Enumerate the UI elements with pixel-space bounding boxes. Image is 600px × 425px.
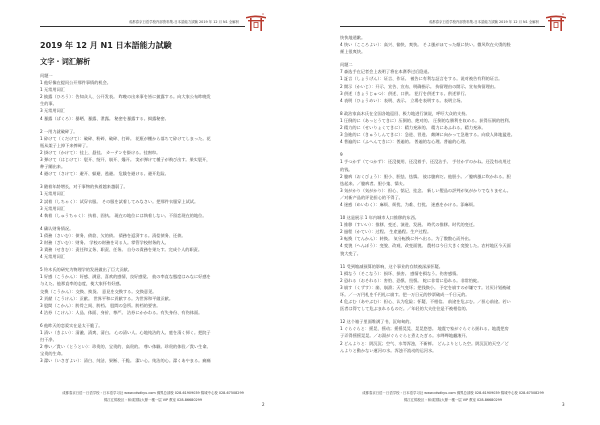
- section-title: 文字・词汇解析: [40, 57, 91, 66]
- text-line: 1 推移（すいい）：推移、变迁、演进、发展。 時代の推移。时代的变迁。: [340, 222, 478, 228]
- text-line: 4 変貌（へんぼう）：变貌、改观、改变面貌。 農村は今日大きく変貌した。农村地区今天面: [340, 243, 511, 249]
- text-line: 3 潔い（いさぎよい）：清白、纯洁、果断、干脆。 潔い心。纯洁的心。潔くあやまる。痛痛: [40, 358, 211, 364]
- text-line: 3 弾けて（はじけて）：裂开、绽开、崩开、爆开。 実が弾けて種子が飛び出す。果实裂开，: [40, 157, 211, 163]
- text-line: 8 政治家高木氏在全国各地巡回、极力地进行演说，呼吁大众的支持。: [340, 110, 470, 116]
- text-line: 5 铃木氏的研究为物理学的发展做出了巨大贡献。: [40, 267, 132, 273]
- text-line: 生的事。: [40, 101, 57, 107]
- text-line: 3 崩す（くずす）：崩、崩溃；天气变坏；把钱换小。 予定を崩すのが嫌です。讨厌计划被破: [340, 284, 511, 290]
- text-line: 3 急進的に（きゅうしんてきに）：急进、冒进。 敵陣に向かって急進する。向敌人阵地猛进。: [340, 132, 515, 138]
- text-line: 1 无常用词汇: [40, 191, 65, 197]
- text-line: 宝贵的生命。: [40, 351, 66, 357]
- text-line: 交換（こうかん）：交换、换货。 意見を交換する。交换意见。: [40, 288, 157, 294]
- torii-gate-logo-icon: [544, 12, 568, 32]
- page-content: [340, 34, 566, 354]
- text-line: 种子蹦出来。: [40, 164, 66, 170]
- text-line: 3 供述（きょうじゅつ）：供述、口供。 犯行を供述する。供述罪行。: [340, 90, 469, 96]
- footer-contact: 成都春京日语－日语学校・日本语学习社 www.cdsdkyu.com 佛界总部校 028-61909039 锦城中心校 028-67508299: [62, 391, 244, 395]
- text-line: 怯起来。／臆病者。胆小鬼、懦夫。: [340, 180, 408, 186]
- text-line: 2 精力的に（せいりょくてきに）：精力充沛的。 精力にあふれる。精力充沛。: [340, 125, 486, 131]
- text-line: 1 手つかず（てつかず）：还没使用、还没着手、还没沾手。 手付かずのかね。还没有动用过: [340, 159, 511, 165]
- running-header: [40, 16, 245, 27]
- text-line: 1 債務（さいむ）：债务、债款、欠的债。 債務を返済する。清偿债务、还债。: [40, 232, 186, 238]
- running-header-text: 成都春京日语学校内部资料集-日本語能力試験 2019 年 12 月 N1 全解析: [128, 20, 239, 24]
- text-line: 1 砕けて（くだけて）：破碎、粉碎、破碎、打碎。 花瓶が棚から落ちて砕けてしまった。花: [40, 135, 211, 141]
- text-line: 4 快い（こころよい）：高兴、愉快、爽快。 そよ風がほてった顔に快い。微风吹在火烫的脸: [340, 42, 511, 48]
- text-line: 4 暴露（ばくろ）：暴晒、暴露、泄露。 秘密を暴露する。揭露秘密。: [40, 115, 169, 121]
- text-line: 10 这是展示 1 年内城市人口推移的东西。: [340, 215, 419, 221]
- text-line: 快快地道歉。: [340, 35, 366, 40]
- text-line: 4 普遍的に（ふへんてきに）：普遍的。 普遍的な心理。普遍的心理。: [340, 139, 469, 145]
- footer-address: 锦江汇锦校区・和成国际大厦一楼一层 VIP 教室 028-86680299: [404, 398, 502, 402]
- text-line: 3 転換（てんかん）：转换。 気分転換に外へ出る。为了散散心而外出。: [340, 236, 474, 242]
- text-line: 1 好感（こうかん）：好感、满意、喜欢的感情，良好感觉。 彼の率直な態度はみなに好感を: [40, 274, 211, 280]
- text-line: 1 損なう（そこなう）：损坏、损害。 感情を損なう。伤害感情。: [340, 270, 461, 276]
- text-line: 3 无常用词汇: [40, 108, 65, 114]
- text-line: 2 一用力就破碎了。: [40, 128, 78, 134]
- text-line: 1 圧倒的に（あっとうてきに）压倒的、绝对的。 圧倒的な勝利を収める。获得压倒的胜利。: [340, 117, 513, 123]
- page-content: [40, 36, 266, 364]
- text-line: 2 財務（ざいむ）：财务。 学校の財務を司る人。掌管学校财务的人。: [40, 239, 169, 245]
- torii-gate-logo-icon: [244, 12, 268, 32]
- text-line: 4 确认财务情况。: [40, 225, 74, 231]
- text-line: 2 貢献（こうけん）：贡献。 世界平和に貢献する。为世界和平做贡献。: [40, 295, 174, 301]
- text-line: 医者は得てして危ぶまれるものだ。／年轻的大夫往往是不被相信的。: [340, 306, 470, 312]
- text-line: 4 迷惑（めいわく）：麻烦、烦扰、为难、打扰。 迷惑をかける。添麻烦。: [340, 201, 478, 207]
- text-line: 3 気がかり（気がかり）：担心、惦记、挂念。 新しい製品の評判が気がかりでなりません。: [340, 187, 511, 193]
- text-line: 3 无常用词汇: [40, 205, 65, 211]
- running-header: [340, 16, 545, 27]
- text-line: んよりと動かない運河の水。浑浊不流动的运河水。: [340, 347, 437, 353]
- document-title: 2019 年 12 月 N1 日本語能力試験: [40, 41, 172, 50]
- text-line: 2 披露（ひろう）：告知众人、公开发表。 昨晚の出来事を皆に披露する。向大家公布昨晚发: [40, 94, 211, 100]
- text-line: 11 受到缩减预算的影响，这个事业的存续被深深怀疑。: [340, 263, 443, 269]
- footer-address: 锦江汇锦校区・和成国际大厦一楼一层 VIP 教室 028-86680299: [104, 398, 202, 402]
- text-line: 问题一: [40, 73, 53, 78]
- text-line: 2 臆病（おくびょう）：胆小、胆怯、怯懦。 彼は臆病だ。他胆小。／臆病風に吹かれる。胆: [340, 173, 511, 179]
- text-line: 2 過程（かてい）：过程。 生産過程。生产过程。: [340, 229, 432, 235]
- text-line: 瓶从架子上掉下来摔碎了。: [40, 142, 91, 148]
- text-line: 1 証言（しょうげん）：证言、作证。 被告に有利な証言をする。说对被告有利的证言。: [340, 76, 503, 82]
- text-line: 子弄得摇摇晃晃。／お湯がぐらぐらと煮えたぎる。水哗哗地翻滚开。: [340, 333, 470, 339]
- explanation-text: [40, 72, 266, 364]
- text-line: 1 清い（きよい）：清澈、清爽、清白。 心の清い人。心地纯洁的人。庭を清く掃く。把院子: [40, 330, 211, 335]
- text-line: 1 ぐらぐらと：摇晃、摇动；摇摇晃晃、晃晃悠悠。 地震で家がぐらぐら揺れる。地震把房: [340, 326, 509, 332]
- document-page-3: [300, 0, 600, 425]
- text-line: 4 表明（ひょうめい）：表明、表示。 立場を表明する。表明立场。: [340, 97, 465, 103]
- text-line: 12 这个箱子里面堆满了书，沉甸甸的。: [340, 319, 414, 325]
- text-line: 7 森选手在记者会上表明了将在本赛季过后隐退。: [340, 69, 432, 75]
- text-line: 问题二: [340, 62, 353, 68]
- text-line: 4 无常用词汇: [40, 254, 65, 260]
- text-line: 3 随着年龄增长，对于事物的执着越来越弱了。: [40, 184, 128, 190]
- footer-contact: 成都春京日语－日语学校・日本语学习社 www.cdsdkyu.com 佛界总部校 028-61909039 锦城中心校 028-67508299: [362, 391, 544, 395]
- text-line: 4 避けて（さけて）：避开、躲避、逃避。 危険を避ける。避开危险。: [40, 171, 169, 177]
- text-line: 9: [340, 152, 343, 158]
- explanation-text: [340, 34, 566, 354]
- text-line: 4 沽券（こけん）：人品、体面、身价、尊严。 沽券にかかわる。有失身份、有伤体面。: [40, 309, 203, 315]
- text-line: ／对新产品的评论担心的不得了。: [340, 194, 403, 200]
- text-line: 2 試着（しちゃく）：试穿衣服。 その服を試着してみなさい。把那件衣服穿上试试。: [40, 198, 199, 204]
- text-line: 3 股間（こかん）：胯骨之间、胯档。 股間の急所。胯档的要害。: [40, 302, 161, 308]
- text-line: 2 恐れる（おそれる）：害怕、恐惧、畏惧。 蛇に非常に恐れる。非常怕蛇。: [340, 277, 482, 283]
- text-line: 4 危ぶむ（あやぶむ）：担心、认为危险；怀疑、不相信。 前途を危ぶむ。／担心前途。若い: [340, 299, 511, 305]
- text-line: 1 无常用词汇: [40, 87, 65, 93]
- text-line: 颊上很爽快。: [340, 49, 366, 55]
- text-line: 的钱。: [340, 166, 353, 172]
- text-line: 1 他好像在提问公开那件事情的机会。: [40, 80, 111, 86]
- running-header-text: 成都春京日语学校内部资料集-日本語能力試験 2019 年 12 月 N1 全解析: [428, 20, 539, 24]
- text-line: 坏。／一万円札を千円札に崩す。把一万日元的钞票破成一千日元的。: [340, 292, 470, 297]
- text-line: 2 どんよりと：阴沉沉；空气、水等浑浊，不新鲜。 どんよりとした空。阴沉沉的天空／ど: [340, 340, 509, 346]
- text-line: 3 責務（せきむ）：责任和义务、职责、任务。 自分の責務を果たす。完成个人的职责。: [40, 247, 203, 253]
- text-line: 与えた。他那直率的态度，使大家怀有好感。: [40, 281, 124, 287]
- text-line: 2 尊い／貴い（とうとい）：珍贵的、宝贵的、高贵的。 尊い体験。珍贵的体验／貴い生命。: [40, 344, 211, 350]
- text-line: 貌大变了。: [340, 250, 361, 256]
- text-line: 2 開示（かいじ）：开示、宣告、宣布、明确指示。 拘留理由の開示。宣布拘留理由。: [340, 83, 499, 89]
- page-number: 2: [262, 402, 265, 407]
- text-line: 4 執着（しゅうちゃく）：执着、固执。 現在の地位には執着しない。不留恋现在的地位。: [40, 212, 207, 218]
- text-line: 6 他昨天的恋爱实在是太干脆了。: [40, 322, 103, 328]
- page-number: 3: [562, 402, 565, 407]
- text-line: 扫干净。: [40, 337, 57, 343]
- text-line: 2 掛けて（かけて）：挂上、悬挂。 カーテンを掛ける。挂窗帘。: [40, 149, 161, 155]
